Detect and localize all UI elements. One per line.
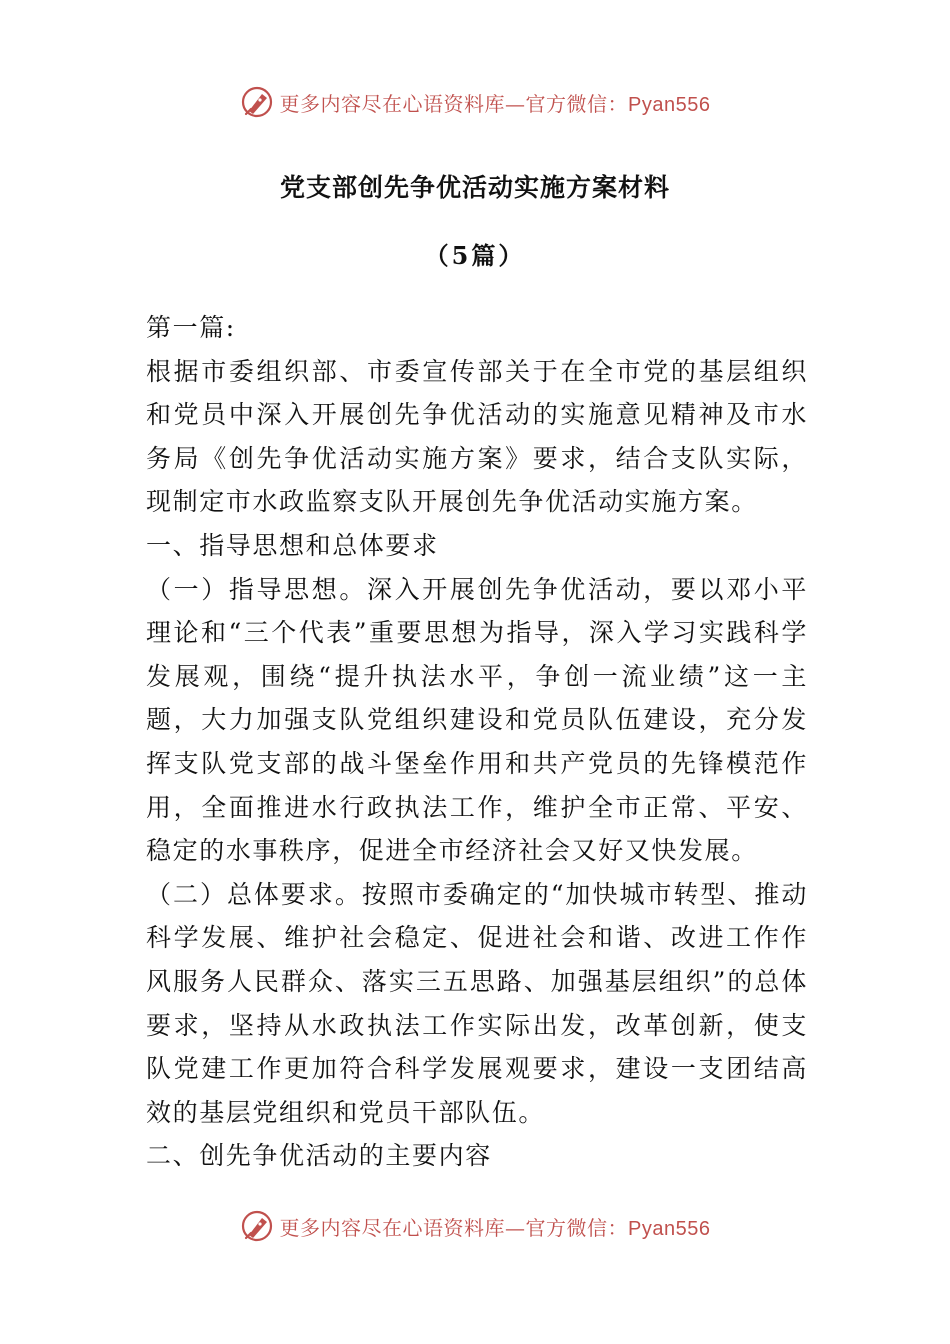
- watermark-header: [0, 84, 950, 120]
- section-heading-first-part: 第一篇:: [146, 313, 236, 342]
- body-paragraph-overall-requirements: （二）总体要求。按照市委确定的“加快城市转型、推动科学发展、维护社会稳定、促进社会和谐、改进工作作风服务人民群众、落实三五思路、加强基层组织”的总体要求，坚持从水政执法工作实际出发，改革创新，使支队党建工作更加符合科学发展观要求，建设一支团结高效的基层党组织和党员干部队伍。: [146, 879, 808, 1127]
- section-heading-guiding-thought: 一、指导思想和总体要求: [146, 530, 439, 560]
- watermark-text: [280, 88, 711, 117]
- watermark-text-cn: 更多内容尽在心语资料库—官方微信：: [279, 91, 629, 116]
- pen-nib-circle-icon: [240, 1209, 274, 1243]
- section-heading-main-content: 二、创先争优活动的主要内容: [146, 1141, 492, 1171]
- watermark-wechat-id: Pyan556: [628, 93, 711, 116]
- pen-nib-circle-icon: [240, 85, 274, 119]
- document-subtitle: （5篇）: [424, 241, 526, 270]
- watermark-text: [280, 1212, 711, 1241]
- body-paragraph-guiding-thought: （一）指导思想。深入开展创先争优活动，要以邓小平理论和“三个代表”重要思想为指导，深入学习实践科学发展观，围绕“提升执法水平，争创一流业绩”这一主题，大力加强支队党组织建设和党员队伍建设，充分发挥支队党支部的战斗堡垒作用和共产党员的先锋模范作用，全面推进水行政执法工作，维护全市正常、平安、稳定的水事秩序，促进全市经济社会又好又快发展。: [146, 574, 808, 866]
- document-body: [146, 306, 808, 1178]
- watermark-text-cn: 更多内容尽在心语资料库—官方微信：: [279, 1215, 629, 1240]
- watermark-footer: [0, 1208, 950, 1244]
- document-title: 党支部创先争优活动实施方案材料: [279, 173, 670, 202]
- body-paragraph-intro: 根据市委组织部、市委宣传部关于在全市党的基层组织和党员中深入开展创先争优活动的实施意见精神及市水务局《创先争优活动实施方案》要求，结合支队实际，现制定市水政监察支队开展创先争优活动实施方案。: [146, 356, 808, 517]
- watermark-wechat-id: Pyan556: [628, 1217, 711, 1240]
